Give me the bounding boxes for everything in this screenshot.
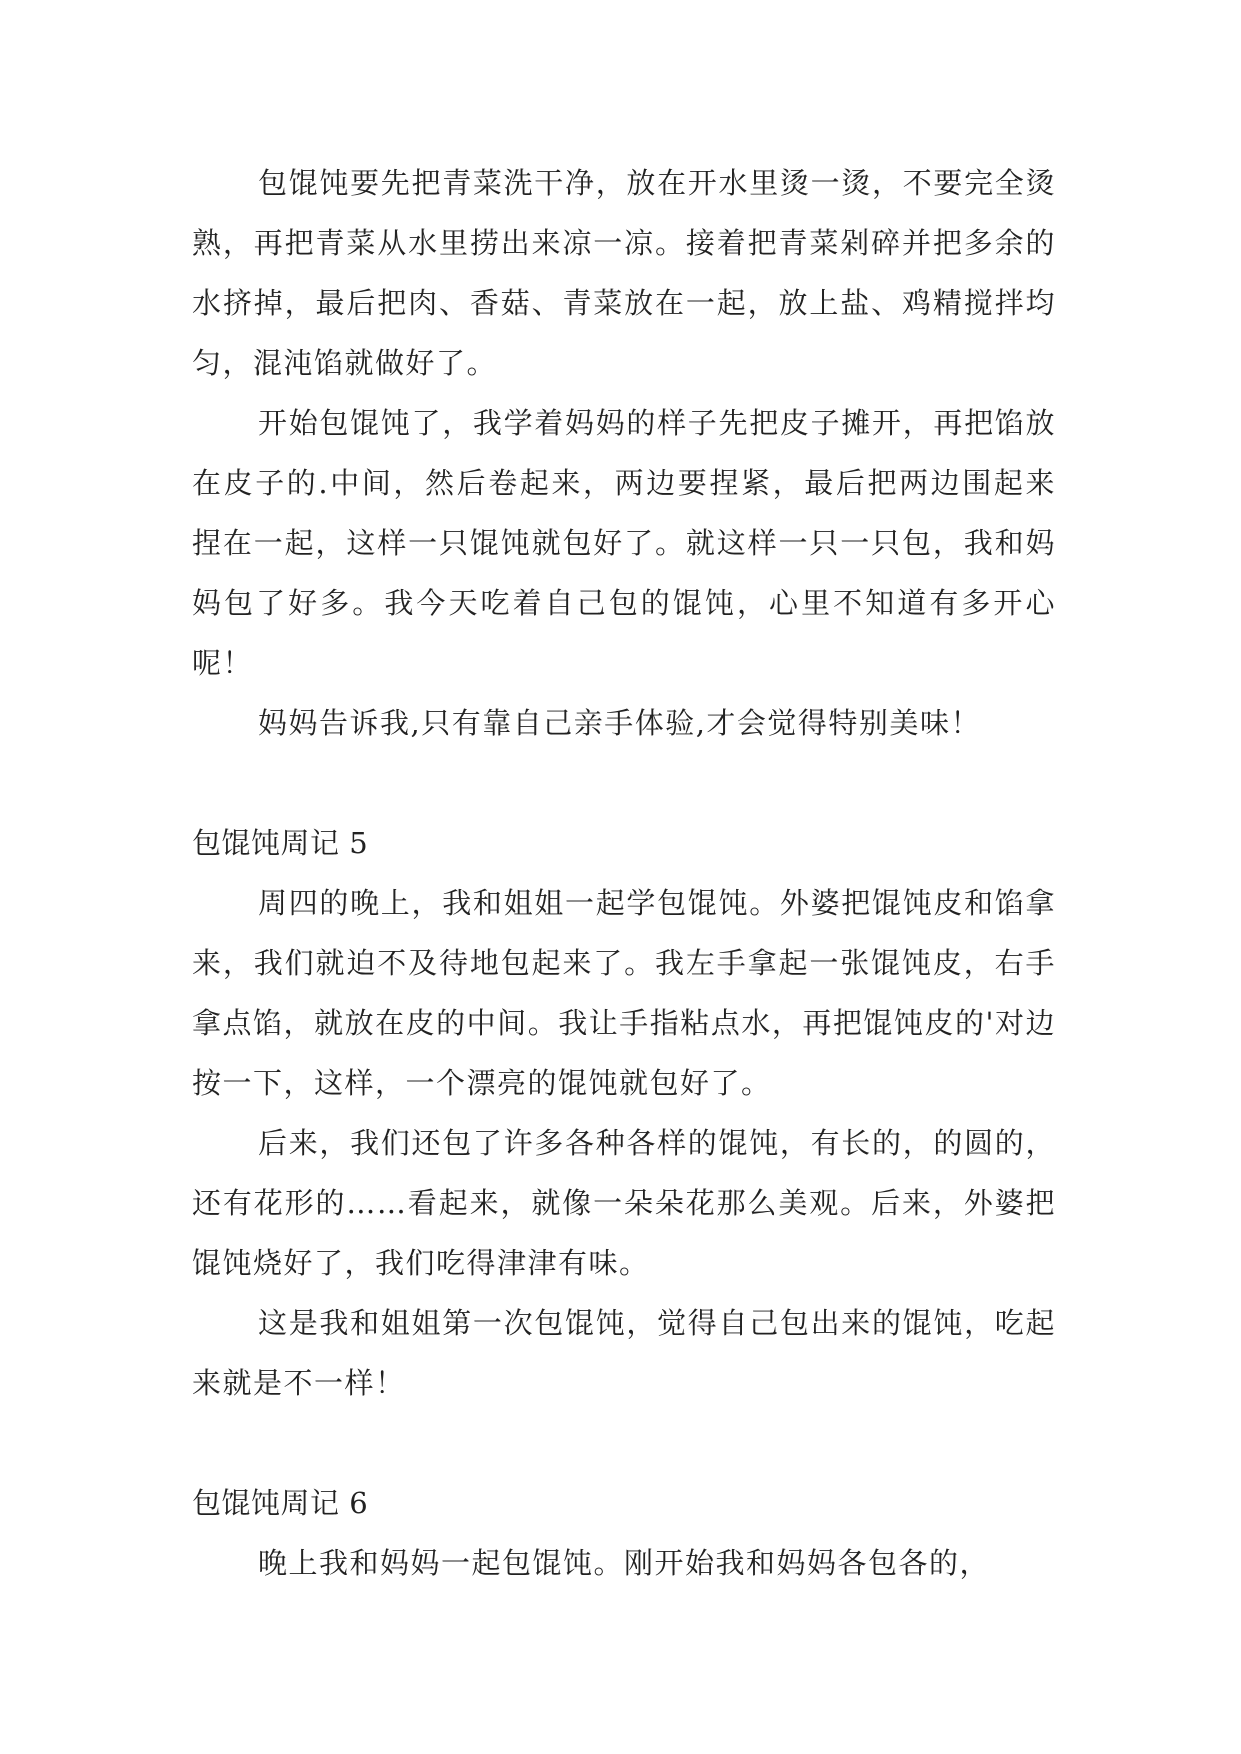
section-spacer (192, 1413, 1056, 1473)
paragraph: 周四的晚上，我和姐姐一起学包馄饨。外婆把馄饨皮和馅拿来，我们就迫不及待地包起来了。我左手拿起一张馄饨皮，右手拿点馅，就放在皮的中间。我让手指粘点水，再把馄饨皮的'对边按一下，这样，一个漂亮的馄饨就包好了。 (192, 886, 1056, 1100)
paragraph: 晚上我和妈妈一起包馄饨。刚开始我和妈妈各包各的， (258, 1546, 991, 1580)
section-diary-4-continued (192, 153, 1056, 753)
paragraph: 包馄饨要先把青菜洗干净，放在开水里烫一烫，不要完全烫熟，再把青菜从水里捞出来凉一凉。接着把青菜剁碎并把多余的水挤掉，最后把肉、香菇、青菜放在一起，放上盐、鸡精搅拌均匀，混沌馅就做好了。 (192, 166, 1056, 380)
document-body (192, 153, 1056, 1593)
section-diary-5 (192, 813, 1056, 1413)
paragraph: 开始包馄饨了，我学着妈妈的样子先把皮子摊开，再把馅放在皮子的.中间，然后卷起来，两边要捏紧，最后把两边围起来捏在一起，这样一只馄饨就包好了。就这样一只一只包，我和妈妈包了好多。我今天吃着自己包的馄饨，心里不知道有多开心呢！ (192, 406, 1056, 680)
section-title: 包馄饨周记 6 (192, 1486, 369, 1520)
paragraph: 这是我和姐姐第一次包馄饨，觉得自己包出来的馄饨，吃起来就是不一样！ (192, 1306, 1056, 1400)
paragraph: 后来，我们还包了许多各种各样的馄饨，有长的，的圆的，还有花形的……看起来，就像一朵朵花那么美观。后来，外婆把馄饨烧好了，我们吃得津津有味。 (192, 1126, 1056, 1280)
section-spacer (192, 753, 1056, 813)
section-diary-6 (192, 1473, 1056, 1593)
paragraph: 妈妈告诉我,只有靠自己亲手体验,才会觉得特别美味！ (258, 706, 981, 740)
section-title: 包馄饨周记 5 (192, 826, 369, 860)
